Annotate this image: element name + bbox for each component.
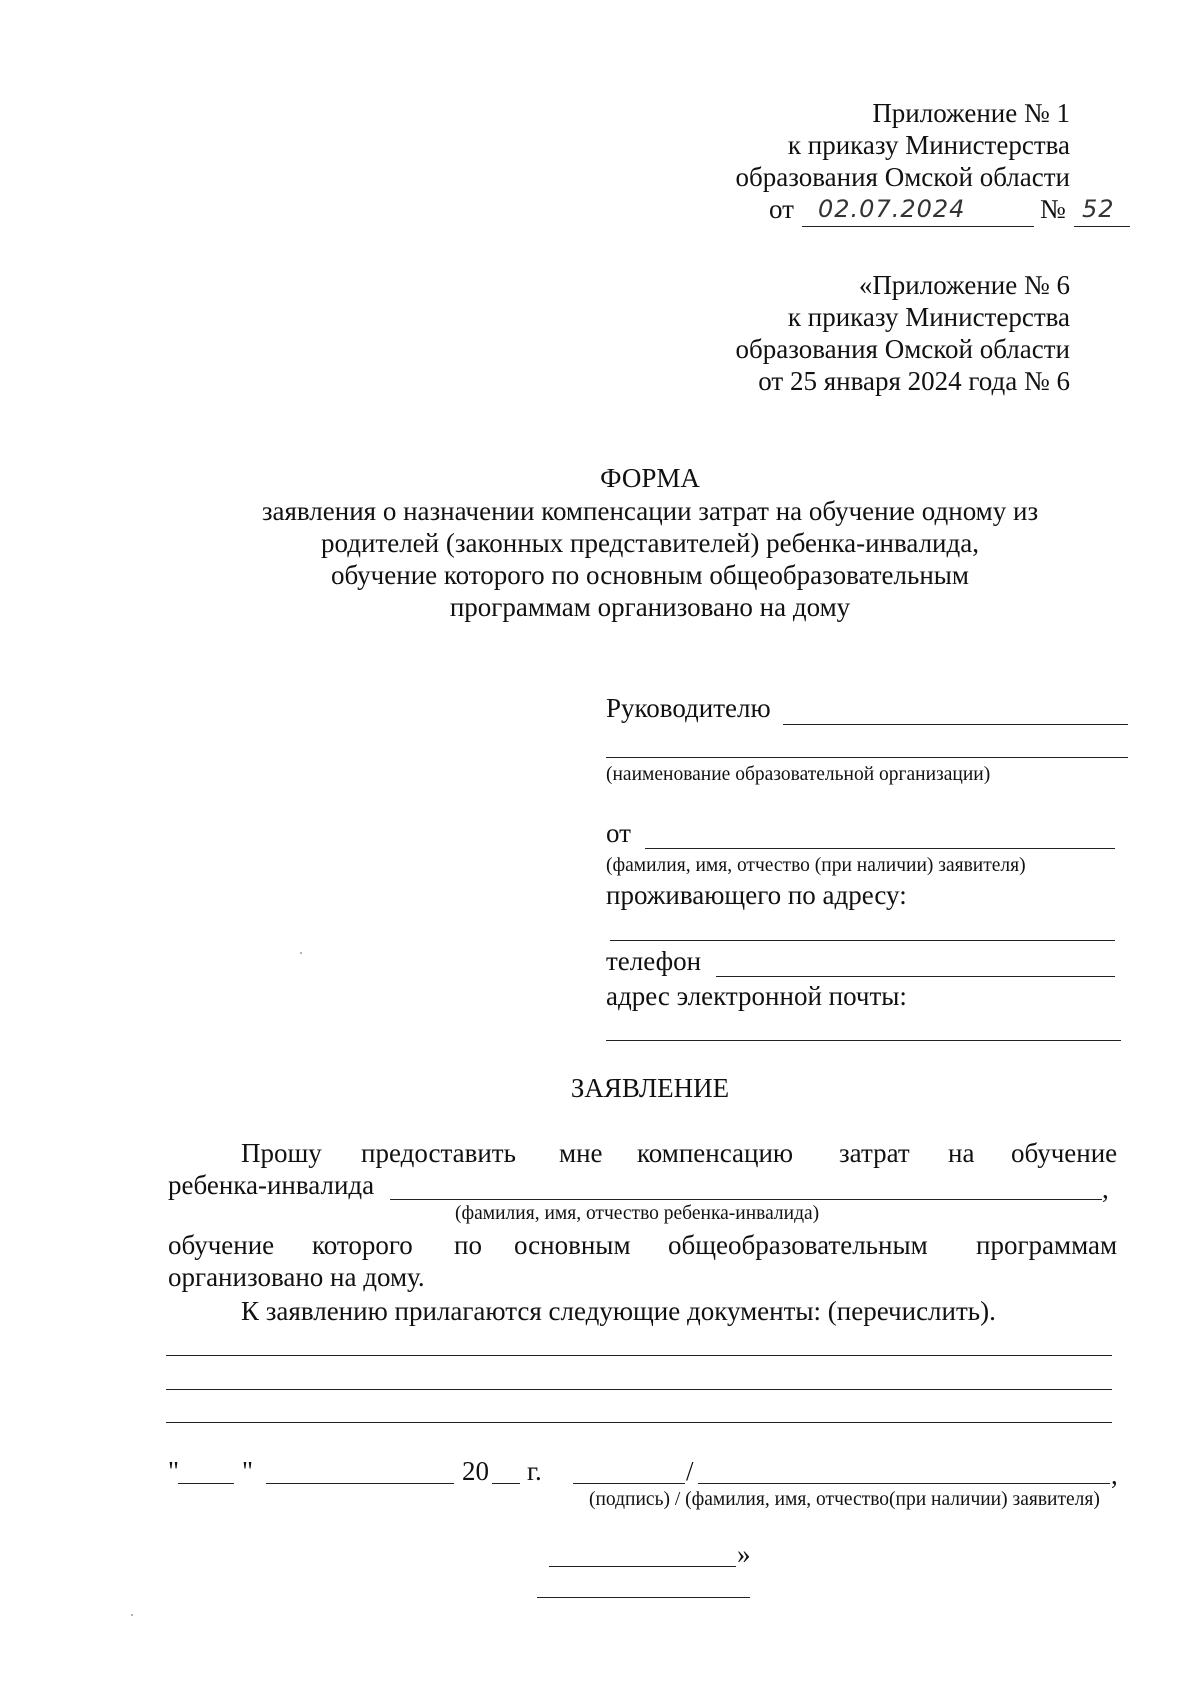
signature-name-line[interactable] (698, 1483, 1110, 1484)
scan-speck (300, 952, 302, 954)
header2-line4: от 25 января 2024 года № 6 (758, 366, 1070, 396)
addressee-name-caption: (фамилия, имя, отчество (при наличии) заявителя) (606, 855, 1026, 876)
attachments-line-2[interactable] (166, 1389, 1112, 1390)
statement-p2-word: программам (976, 1230, 1118, 1260)
header2-line3: образования Омской области (735, 334, 1070, 364)
addressee-email-label: адрес электронной почты: (606, 981, 907, 1011)
header2-line2: к приказу Министерства (787, 302, 1070, 332)
signature-year-prefix: 20 (462, 1456, 489, 1486)
header1-number-handwritten: 52 (1082, 195, 1115, 223)
header1-number-line (1074, 226, 1130, 227)
form-title-heading: ФОРМА (600, 463, 700, 493)
addressee-from-label: от (606, 818, 631, 848)
addressee-residing-label: проживающего по адресу: (606, 880, 907, 910)
closing-line-2 (537, 1597, 750, 1598)
addressee-name-line[interactable] (645, 848, 1115, 849)
statement-child-line[interactable] (390, 1199, 1102, 1200)
attachments-line-1[interactable] (166, 1355, 1112, 1356)
addressee-head-line[interactable] (783, 724, 1128, 725)
header1-line1: Приложение № 1 (872, 98, 1070, 128)
addressee-phone-line[interactable] (716, 976, 1115, 977)
signature-quote-open: " (168, 1456, 180, 1486)
statement-p1-word: мне (559, 1138, 603, 1168)
attachments-line-3[interactable] (166, 1422, 1112, 1423)
form-title-line3: обучение которого по основным общеобразовательным (330, 560, 970, 590)
signature-month-line[interactable] (266, 1483, 454, 1484)
statement-p2-word: по (454, 1230, 482, 1260)
signature-year-line[interactable] (492, 1483, 520, 1484)
statement-child-comma: , (1102, 1174, 1109, 1204)
form-title-line4: программам организовано на дому (449, 592, 851, 622)
addressee-org-caption: (наименование образовательной организации) (606, 764, 991, 785)
addressee-org-line[interactable] (606, 757, 1128, 758)
addressee-email-line[interactable] (606, 1040, 1121, 1041)
statement-p1-word: затрат (839, 1138, 910, 1168)
form-title-line2: родителей (законных представителей) ребенка-инвалида, (321, 528, 979, 558)
statement-attachments: К заявлению прилагаются следующие документы: (перечислить). (241, 1296, 996, 1326)
statement-p2-word: основным (514, 1230, 631, 1260)
signature-day-line[interactable] (178, 1483, 234, 1484)
statement-p1-word: предоставить (361, 1138, 516, 1168)
addressee-head-label: Руководителю (606, 693, 771, 723)
addressee-address-line[interactable] (610, 940, 1115, 941)
statement-p2-word: обучение (168, 1230, 275, 1260)
statement-p2-word: общеобразовательным (668, 1230, 928, 1260)
closing-line-1 (549, 1566, 736, 1567)
statement-p3: организовано на дому. (168, 1262, 425, 1292)
closing-quote: » (737, 1539, 751, 1569)
statement-p1-word: на (948, 1138, 975, 1168)
signature-sign-line[interactable] (573, 1483, 685, 1484)
header1-line3: образования Омской области (735, 162, 1070, 192)
statement-child-label: ребенка-инвалида (168, 1170, 375, 1200)
header1-date-line (802, 226, 1034, 227)
statement-p1-word: компенсацию (637, 1138, 794, 1168)
header1-from-label: от (769, 194, 794, 224)
signature-slash: / (686, 1456, 694, 1486)
statement-p1-word: Прошу (241, 1138, 322, 1168)
signature-year-suffix: г. (527, 1456, 542, 1486)
header1-line2: к приказу Министерства (787, 130, 1070, 160)
statement-p2-word: которого (312, 1230, 413, 1260)
statement-heading: ЗАЯВЛЕНИЕ (570, 1073, 730, 1103)
scan-speck (131, 1614, 133, 1616)
signature-comma: , (1111, 1460, 1118, 1490)
header1-date-handwritten: 02.07.2024 (818, 195, 966, 223)
statement-child-caption: (фамилия, имя, отчество ребенка-инвалида) (455, 1203, 820, 1224)
header2-line1: «Приложение № 6 (858, 270, 1070, 300)
form-title-line1: заявления о назначении компенсации затрат на обучение одному из (261, 496, 1039, 526)
signature-quote-close: " (242, 1456, 254, 1486)
header1-number-label: № (1040, 194, 1066, 224)
addressee-phone-label: телефон (606, 946, 702, 976)
statement-p1-word: обучение (1011, 1138, 1118, 1168)
signature-caption: (подпись) / (фамилия, имя, отчество(при наличии) заявителя) (589, 1489, 1100, 1510)
